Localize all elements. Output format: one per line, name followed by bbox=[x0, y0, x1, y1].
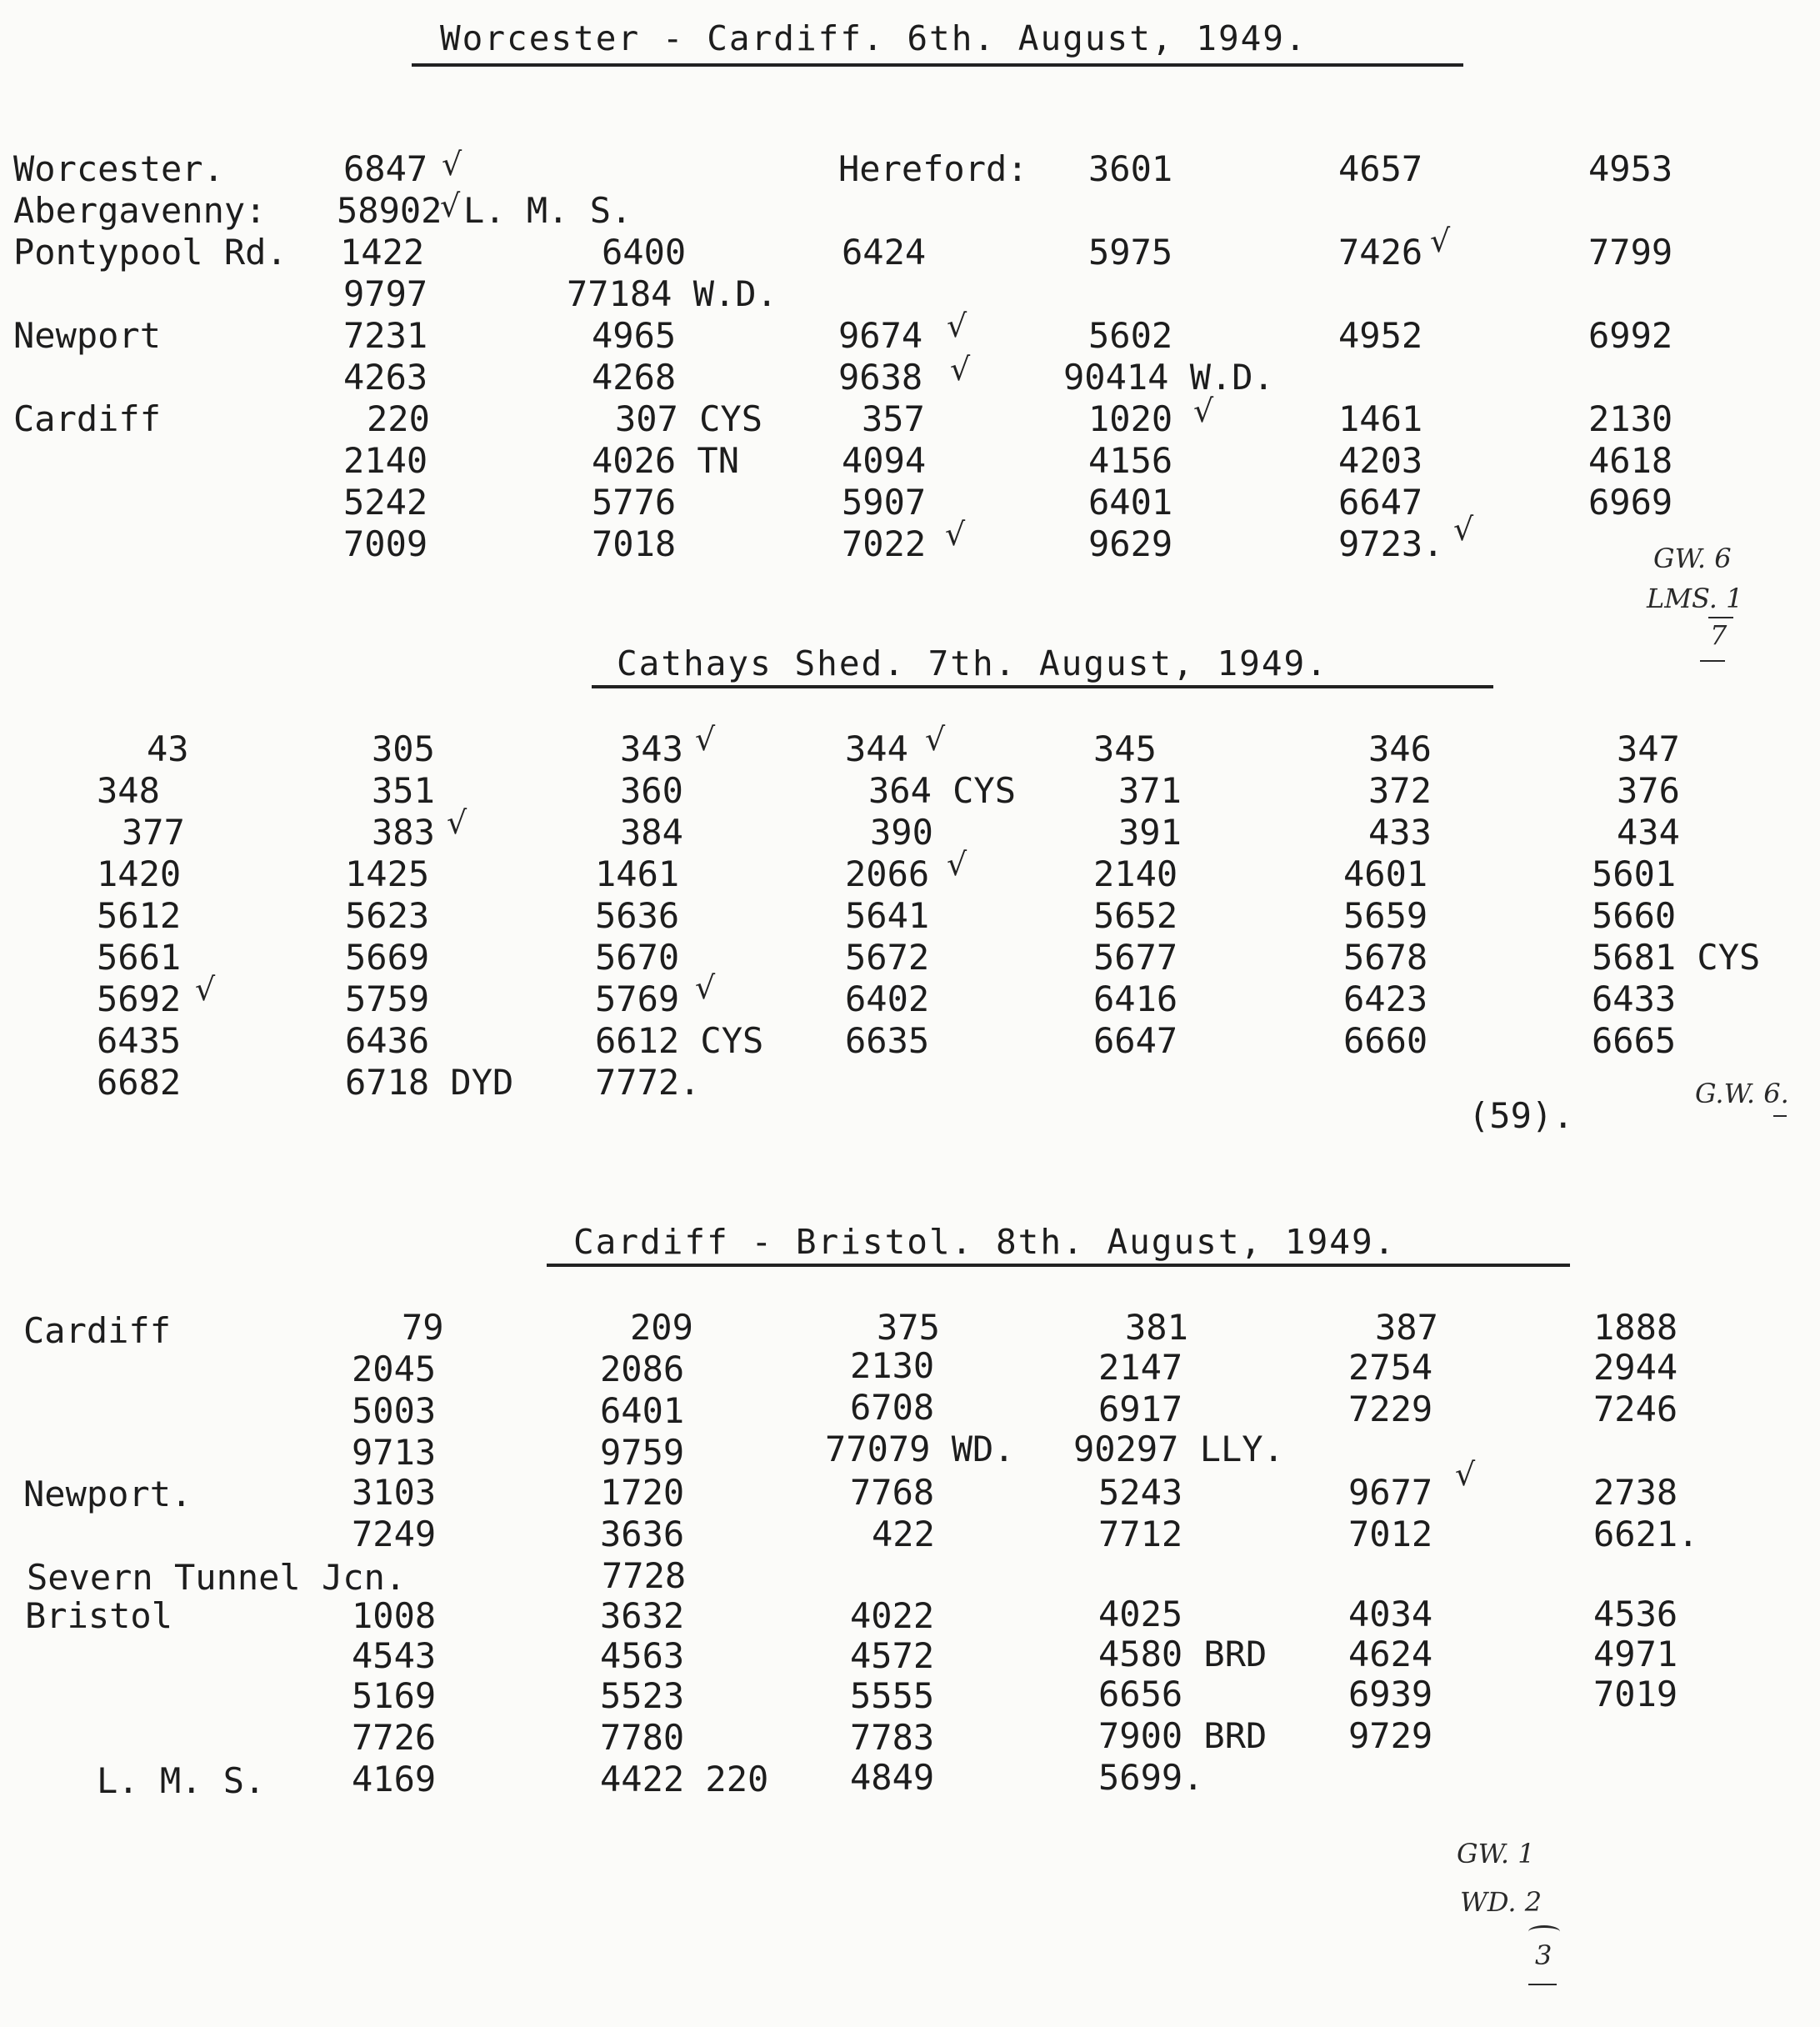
engine-number: 5672 bbox=[845, 937, 930, 978]
engine-number: 7900 BRD bbox=[1098, 1715, 1268, 1756]
engine-number: 6612 CYS bbox=[595, 1020, 764, 1061]
engine-number: 1020 bbox=[1088, 398, 1173, 439]
check-mark: √ bbox=[1455, 1456, 1476, 1493]
check-mark: √ bbox=[1453, 511, 1474, 548]
engine-number: 9729 bbox=[1348, 1715, 1433, 1756]
engine-number: 7799 bbox=[1588, 232, 1673, 273]
engine-number: 2130 bbox=[1588, 398, 1673, 439]
engine-number: 343 bbox=[620, 728, 683, 769]
engine-number: 4536 bbox=[1593, 1594, 1678, 1634]
engine-number: 5661 bbox=[97, 937, 182, 978]
engine-number: 1008 bbox=[352, 1595, 437, 1636]
engine-number: 2140 bbox=[1093, 853, 1178, 894]
engine-number: 5612 bbox=[97, 895, 182, 936]
handwritten-total: 3 bbox=[1535, 1939, 1552, 1971]
engine-number: 351 bbox=[372, 770, 435, 811]
engine-number: 4657 bbox=[1338, 148, 1423, 189]
engine-number: 348 bbox=[97, 770, 160, 811]
engine-number: 6708 bbox=[850, 1387, 935, 1428]
engine-number: 58902 bbox=[337, 190, 442, 231]
engine-number: 5601 bbox=[1592, 853, 1677, 894]
engine-number: 5242 bbox=[343, 482, 428, 523]
engine-number: 5677 bbox=[1093, 937, 1178, 978]
engine-number: 9674 bbox=[838, 315, 923, 356]
engine-number: 6436 bbox=[345, 1020, 430, 1061]
engine-number: 5636 bbox=[595, 895, 680, 936]
engine-number: 5975 bbox=[1088, 232, 1173, 273]
engine-number: 7022 bbox=[842, 523, 927, 564]
engine-number: 77184 W.D. bbox=[567, 273, 778, 314]
engine-number: 4025 bbox=[1098, 1594, 1183, 1634]
tally-underline bbox=[1700, 660, 1725, 662]
engine-number: 79 bbox=[402, 1307, 444, 1348]
engine-number: 372 bbox=[1368, 770, 1432, 811]
engine-number: 7231 bbox=[343, 315, 428, 356]
engine-number: 2754 bbox=[1348, 1347, 1433, 1388]
engine-number: 7783 bbox=[850, 1717, 935, 1758]
engine-number: 4624 bbox=[1348, 1634, 1433, 1674]
engine-number: 6656 bbox=[1098, 1674, 1183, 1714]
station-label: Bristol bbox=[25, 1595, 173, 1636]
engine-number: 5243 bbox=[1098, 1472, 1183, 1513]
engine-number: 4601 bbox=[1343, 853, 1428, 894]
engine-number: 5659 bbox=[1343, 895, 1428, 936]
engine-number: 2944 bbox=[1593, 1347, 1678, 1388]
engine-number: 5523 bbox=[600, 1675, 685, 1716]
engine-number: 5769 bbox=[595, 978, 680, 1019]
engine-number: 3632 bbox=[600, 1595, 685, 1636]
engine-number: 345 bbox=[1093, 728, 1157, 769]
engine-number: 6847 bbox=[343, 148, 428, 189]
engine-number: 6969 bbox=[1588, 482, 1673, 523]
engine-number: 346 bbox=[1368, 728, 1432, 769]
check-mark: √ bbox=[947, 846, 968, 883]
engine-number: 1461 bbox=[1338, 398, 1423, 439]
engine-number: 4203 bbox=[1338, 440, 1423, 481]
tally-underline bbox=[1773, 1115, 1787, 1117]
title-underline bbox=[592, 685, 1493, 688]
station-label: Pontypool Rd. bbox=[13, 232, 288, 273]
engine-number: 6433 bbox=[1592, 978, 1677, 1019]
engine-number: 5776 bbox=[592, 482, 677, 523]
engine-number: 4543 bbox=[352, 1635, 437, 1676]
engine-number: 4026 TN bbox=[592, 440, 740, 481]
engine-number: 1420 bbox=[97, 853, 182, 894]
tally-total-line bbox=[1528, 1925, 1560, 1938]
check-mark: √ bbox=[1193, 393, 1214, 429]
engine-number: 376 bbox=[1617, 770, 1680, 811]
engine-number: 5681 CYS bbox=[1592, 937, 1761, 978]
region-label: L. M. S. bbox=[97, 1760, 266, 1801]
engine-number: 1425 bbox=[345, 853, 430, 894]
tally-underline bbox=[1528, 1984, 1557, 1985]
engine-number: 364 CYS bbox=[868, 770, 1017, 811]
engine-number: 5669 bbox=[345, 937, 430, 978]
engine-number: 6635 bbox=[845, 1020, 930, 1061]
engine-number: 7728 bbox=[602, 1555, 687, 1596]
handwritten-total: 7 bbox=[1710, 619, 1728, 651]
engine-number: 6992 bbox=[1588, 315, 1673, 356]
engine-number: 7018 bbox=[592, 523, 677, 564]
engine-number: 7772. bbox=[595, 1062, 701, 1103]
engine-number: 77079 WD. bbox=[825, 1429, 1015, 1469]
engine-number: 4263 bbox=[343, 357, 428, 398]
check-mark: √ bbox=[695, 969, 716, 1006]
engine-number: 4580 BRD bbox=[1098, 1634, 1268, 1674]
engine-number: 2086 bbox=[600, 1349, 685, 1389]
handwritten-tally: G.W. 6. bbox=[1695, 1078, 1789, 1109]
engine-number: 6917 bbox=[1098, 1389, 1183, 1429]
engine-number: 7012 bbox=[1348, 1514, 1433, 1554]
engine-number: 371 bbox=[1118, 770, 1182, 811]
engine-number: 4618 bbox=[1588, 440, 1673, 481]
handwritten-tally: GW. 1 bbox=[1457, 1838, 1535, 1869]
engine-number: 5759 bbox=[345, 978, 430, 1019]
engine-number: 7249 bbox=[352, 1514, 437, 1554]
engine-number: 6647 bbox=[1338, 482, 1423, 523]
engine-number: 90414 W.D. bbox=[1063, 357, 1274, 398]
engine-number: 383 bbox=[372, 812, 435, 853]
engine-number: 5699. bbox=[1098, 1757, 1204, 1798]
check-mark: √ bbox=[925, 721, 946, 758]
check-mark: √ bbox=[947, 308, 968, 344]
engine-number: 4422 220 bbox=[600, 1759, 769, 1799]
engine-number: 4572 bbox=[850, 1635, 935, 1676]
engine-number: 2045 bbox=[352, 1349, 437, 1389]
engine-number: 5692 bbox=[97, 978, 182, 1019]
engine-number: 1461 bbox=[595, 853, 680, 894]
engine-number: 9713 bbox=[352, 1432, 437, 1473]
engine-number: 4965 bbox=[592, 315, 677, 356]
engine-number: 3601 bbox=[1088, 148, 1173, 189]
check-mark: √ bbox=[945, 516, 966, 553]
engine-number: 1422 bbox=[340, 232, 425, 273]
engine-number: 307 CYS bbox=[615, 398, 763, 439]
title-underline bbox=[412, 63, 1463, 67]
engine-number: 357 bbox=[862, 398, 925, 439]
engine-number: 5641 bbox=[845, 895, 930, 936]
check-mark: √ bbox=[195, 971, 216, 1008]
engine-number: 2066 bbox=[845, 853, 930, 894]
title-underline bbox=[547, 1264, 1570, 1267]
engine-number: 4952 bbox=[1338, 315, 1423, 356]
engine-number: 4268 bbox=[592, 357, 677, 398]
engine-number: 6435 bbox=[97, 1020, 182, 1061]
engine-number: 3103 bbox=[352, 1472, 437, 1513]
engine-number: 7019 bbox=[1593, 1674, 1678, 1714]
check-mark: √ bbox=[1430, 223, 1451, 259]
engine-number: 4156 bbox=[1088, 440, 1173, 481]
engine-number: 6402 bbox=[845, 978, 930, 1019]
section-title-worcester-cardiff: Worcester - Cardiff. 6th. August, 1949. bbox=[440, 18, 1308, 58]
engine-number: 6416 bbox=[1093, 978, 1178, 1019]
engine-number: 4169 bbox=[352, 1759, 437, 1799]
engine-number: 5660 bbox=[1592, 895, 1677, 936]
station-label: Abergavenny: bbox=[13, 190, 267, 231]
engine-number: 7246 bbox=[1593, 1389, 1678, 1429]
check-mark: √ bbox=[695, 721, 716, 758]
engine-number: 2130 bbox=[850, 1345, 935, 1386]
station-label: Cardiff bbox=[23, 1310, 172, 1351]
engine-number: 43 bbox=[147, 728, 189, 769]
engine-number: 6621. bbox=[1593, 1514, 1699, 1554]
engine-number: 422 bbox=[872, 1514, 935, 1554]
engine-number: 375 bbox=[877, 1307, 940, 1348]
check-mark: √ bbox=[442, 146, 462, 183]
engine-number: 5670 bbox=[595, 937, 680, 978]
engine-number: 7768 bbox=[850, 1472, 935, 1513]
engine-number: 7712 bbox=[1098, 1514, 1183, 1554]
engine-number: 381 bbox=[1125, 1307, 1188, 1348]
tally-underline bbox=[1708, 617, 1733, 618]
engine-number: 4563 bbox=[600, 1635, 685, 1676]
engine-number: 360 bbox=[620, 770, 683, 811]
engine-number: 9759 bbox=[600, 1432, 685, 1473]
handwritten-tally: GW. 6 bbox=[1653, 543, 1732, 574]
engine-number: 7780 bbox=[600, 1717, 685, 1758]
section-title-cardiff-bristol: Cardiff - Bristol. 8th. August, 1949. bbox=[573, 1222, 1397, 1262]
engine-number: 6682 bbox=[97, 1062, 182, 1103]
handwritten-tally: WD. 2 bbox=[1460, 1886, 1542, 1918]
engine-number: 6939 bbox=[1348, 1674, 1433, 1714]
engine-number: 6423 bbox=[1343, 978, 1428, 1019]
engine-number: 4094 bbox=[842, 440, 927, 481]
station-label: Severn Tunnel Jcn. bbox=[27, 1557, 407, 1598]
engine-number: 2738 bbox=[1593, 1472, 1678, 1513]
engine-number: 387 bbox=[1375, 1307, 1438, 1348]
engine-number: 4849 bbox=[850, 1757, 935, 1798]
engine-number: 220 bbox=[367, 398, 430, 439]
engine-number: 9797 bbox=[343, 273, 428, 314]
engine-number: 5678 bbox=[1343, 937, 1428, 978]
engine-number: 6401 bbox=[600, 1390, 685, 1431]
check-mark: √ bbox=[440, 188, 461, 224]
engine-number: 6401 bbox=[1088, 482, 1173, 523]
engine-number: 6665 bbox=[1592, 1020, 1677, 1061]
engine-number: 5907 bbox=[842, 482, 927, 523]
engine-number: 344 bbox=[845, 728, 908, 769]
engine-number: 384 bbox=[620, 812, 683, 853]
engine-number: 4953 bbox=[1588, 148, 1673, 189]
engine-number: 5169 bbox=[352, 1675, 437, 1716]
engine-count-total: (59). bbox=[1468, 1095, 1574, 1136]
engine-number: 7426 bbox=[1338, 232, 1423, 273]
engine-number: 1720 bbox=[600, 1472, 685, 1513]
engine-number: 2140 bbox=[343, 440, 428, 481]
engine-number: 1888 bbox=[1593, 1307, 1678, 1348]
station-label: Hereford: bbox=[838, 148, 1028, 189]
engine-number: 5623 bbox=[345, 895, 430, 936]
station-label: Newport bbox=[13, 315, 162, 356]
engine-number: 9723. bbox=[1338, 523, 1444, 564]
engine-number: 7229 bbox=[1348, 1389, 1433, 1429]
engine-number: 433 bbox=[1368, 812, 1432, 853]
engine-number: 7726 bbox=[352, 1717, 437, 1758]
engine-number: 6718 DYD bbox=[345, 1062, 514, 1103]
engine-number: 391 bbox=[1118, 812, 1182, 853]
engine-number: 347 bbox=[1617, 728, 1680, 769]
engine-number: 5652 bbox=[1093, 895, 1178, 936]
handwritten-tally: LMS. 1 bbox=[1647, 583, 1743, 614]
engine-number: 434 bbox=[1617, 812, 1680, 853]
engine-number: 4022 bbox=[850, 1595, 935, 1636]
engine-number: 9677 bbox=[1348, 1472, 1433, 1513]
engine-number: 377 bbox=[122, 812, 185, 853]
engine-number: 390 bbox=[870, 812, 933, 853]
check-mark: √ bbox=[447, 804, 468, 841]
engine-number: 2147 bbox=[1098, 1347, 1183, 1388]
engine-number: 209 bbox=[630, 1307, 693, 1348]
engine-number: 90297 LLY. bbox=[1073, 1429, 1284, 1469]
engine-number: 9638 bbox=[838, 357, 923, 398]
engine-number: 4971 bbox=[1593, 1634, 1678, 1674]
engine-number: 6400 bbox=[602, 232, 687, 273]
engine-number: 6647 bbox=[1093, 1020, 1178, 1061]
engine-number: 3636 bbox=[600, 1514, 685, 1554]
station-label: Cardiff bbox=[13, 398, 162, 439]
engine-number: 6424 bbox=[842, 232, 927, 273]
engine-number: 305 bbox=[372, 728, 435, 769]
station-label: Newport. bbox=[23, 1474, 192, 1514]
engine-number: 6660 bbox=[1343, 1020, 1428, 1061]
engine-number: 4034 bbox=[1348, 1594, 1433, 1634]
engine-number: 9629 bbox=[1088, 523, 1173, 564]
region-note: L. M. S. bbox=[463, 190, 632, 231]
engine-number: 5555 bbox=[850, 1675, 935, 1716]
engine-number: 7009 bbox=[343, 523, 428, 564]
station-label: Worcester. bbox=[13, 148, 224, 189]
check-mark: √ bbox=[950, 351, 971, 388]
section-title-cathays-shed: Cathays Shed. 7th. August, 1949. bbox=[617, 643, 1328, 683]
engine-number: 5602 bbox=[1088, 315, 1173, 356]
engine-number: 5003 bbox=[352, 1390, 437, 1431]
